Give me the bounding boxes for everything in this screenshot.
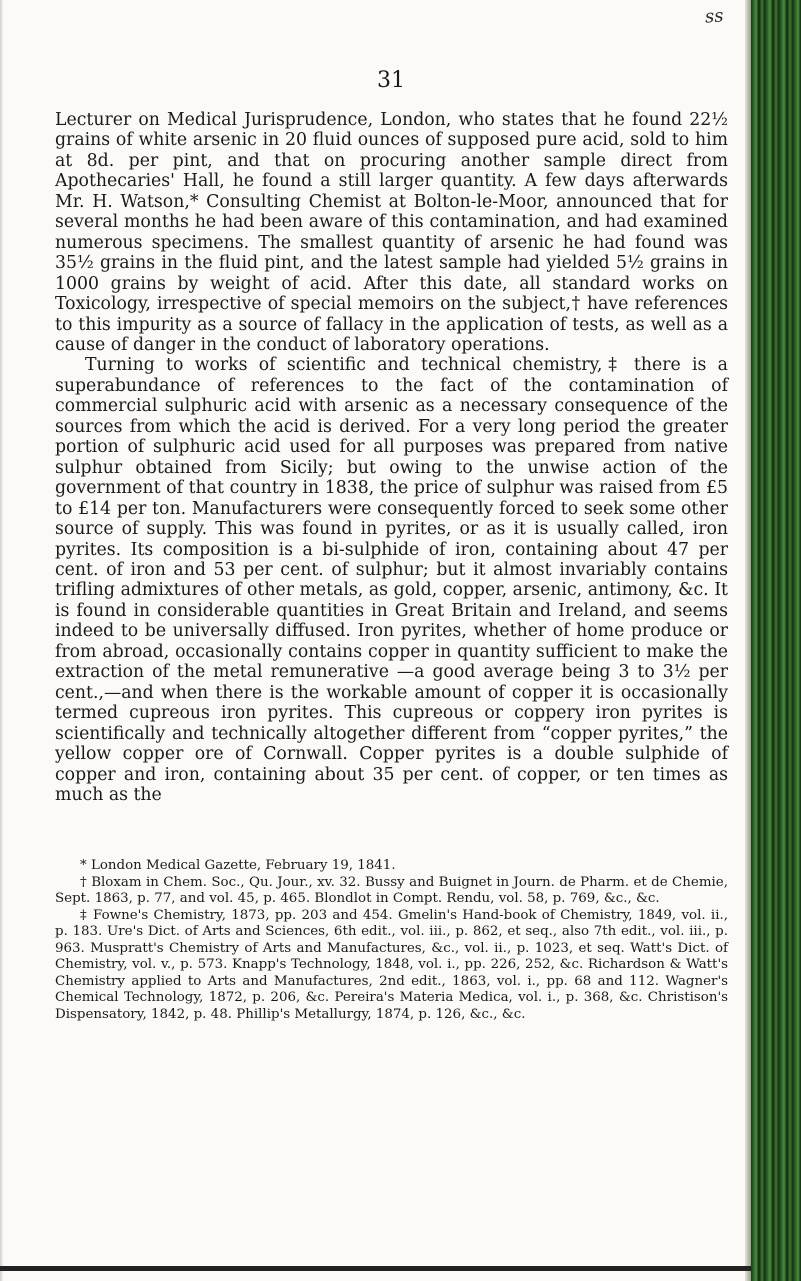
main-text (55, 110, 728, 805)
footnote-2: † Bloxam in Chem. Soc., Qu. Jour., xv. 32. Bussy and Buignet in Journ. de Pharm. et de Chemie, Sept. 1863, p. 77, and vol. 45, p. 465. Blondlot in Compt. Rendu, vol. 58, p. 769, &c., &c. (55, 874, 728, 907)
footnote-1: * London Medical Gazette, February 19, 1841. (80, 858, 396, 873)
book-binding-edge (751, 0, 801, 1281)
paragraph-1: Lecturer on Medical Jurisprudence, London, who states that he found 22½ grains of white arsenic in 20 fluid ounces of supposed pure acid, sold to him at 8d. per pint, and that on procuring another sample direct from Apothecaries' Hall, he found a still larger quantity. A few days afterwards Mr. H. Watson,* Consulting Chemist at Bolton-le-Moor, announced that for several months he had been aware of this contamination, and had examined numerous specimens. The smallest quantity of arsenic he had found was 35½ grains in the fluid pint, and the latest sample had yielded 5½ grains in 1000 grains by weight of acid. After this date, all standard works on Toxicology, irrespective of special memoirs on the subject,† have references to this impurity as a source of fallacy in the application of tests, as well as a cause of danger in the conduct of laboratory operations. (55, 110, 728, 355)
bottom-edge-rule (0, 1266, 751, 1271)
page-number: 31 (377, 68, 405, 93)
paragraph-2: Turning to works of scientific and technical chemistry,‡ there is a superabundance of references to the fact of the contamination of commercial sulphuric acid with arsenic as a necessary consequence of the sources from which the acid is derived. For a very long period the greater portion of sulphuric acid used for all purposes was prepared from native sulphur obtained from Sicily; but owing to the unwise action of the government of that country in 1838, the price of sulphur was raised from £5 to £14 per ton. Manufacturers were consequently forced to seek some other source of supply. This was found in pyrites, or as it is usually called, iron pyrites. Its composition is a bi-sulphide of iron, containing about 47 per cent. of iron and 53 per cent. of sulphur; but it almost invariably contains trifling admixtures of other metals, as gold, copper, arsenic, antimony, &c. It is found in considerable quantities in Great Britain and Ireland, and seems indeed to be universally diffused. Iron pyrites, whether of home produce or from abroad, occasionally contains copper in quantity sufficient to make the extraction of the metal remunerative —a good average being 3 to 3½ per cent.,—and when there is the workable amount of copper it is occasionally termed cupreous iron pyrites. This cupreous or coppery iron pyrites is scientifically and technically altogether different from “copper pyrites,” the yellow copper ore of Cornwall. Copper pyrites is a double sulphide of copper and iron, containing about 35 per cent. of copper, or ten times as much as the (55, 355, 728, 805)
page-left-edge (0, 0, 3, 1281)
footnotes (55, 858, 728, 1023)
handwritten-corner-mark: ss (704, 5, 725, 28)
footnote-3: ‡ Fowne's Chemistry, 1873, pp. 203 and 454. Gmelin's Hand-book of Chemistry, 1849, vol. ii., p. 183. Ure's Dict. of Arts and Sciences, 6th edit., vol. iii., p. 862, et seq., also 7th edit., vol. iii., p. 963. Muspratt's Chemistry of Arts and Manufactures, &c., vol. ii., p. 1023, et seq. Watt's Dict. of Chemistry, vol. v., p. 573. Knapp's Technology, 1848, vol. i., pp. 226, 252, &c. Richardson & Watt's Chemistry applied to Arts and Manufactures, 2nd edit., 1863, vol. i., pp. 68 and 112. Wagner's Chemical Technology, 1872, p. 206, &c. Pereira's Materia Medica, vol. i., p. 368, &c. Christison's Dispensatory, 1842, p. 48. Phillip's Metallurgy, 1874, p. 126, &c., &c. (55, 907, 728, 1022)
